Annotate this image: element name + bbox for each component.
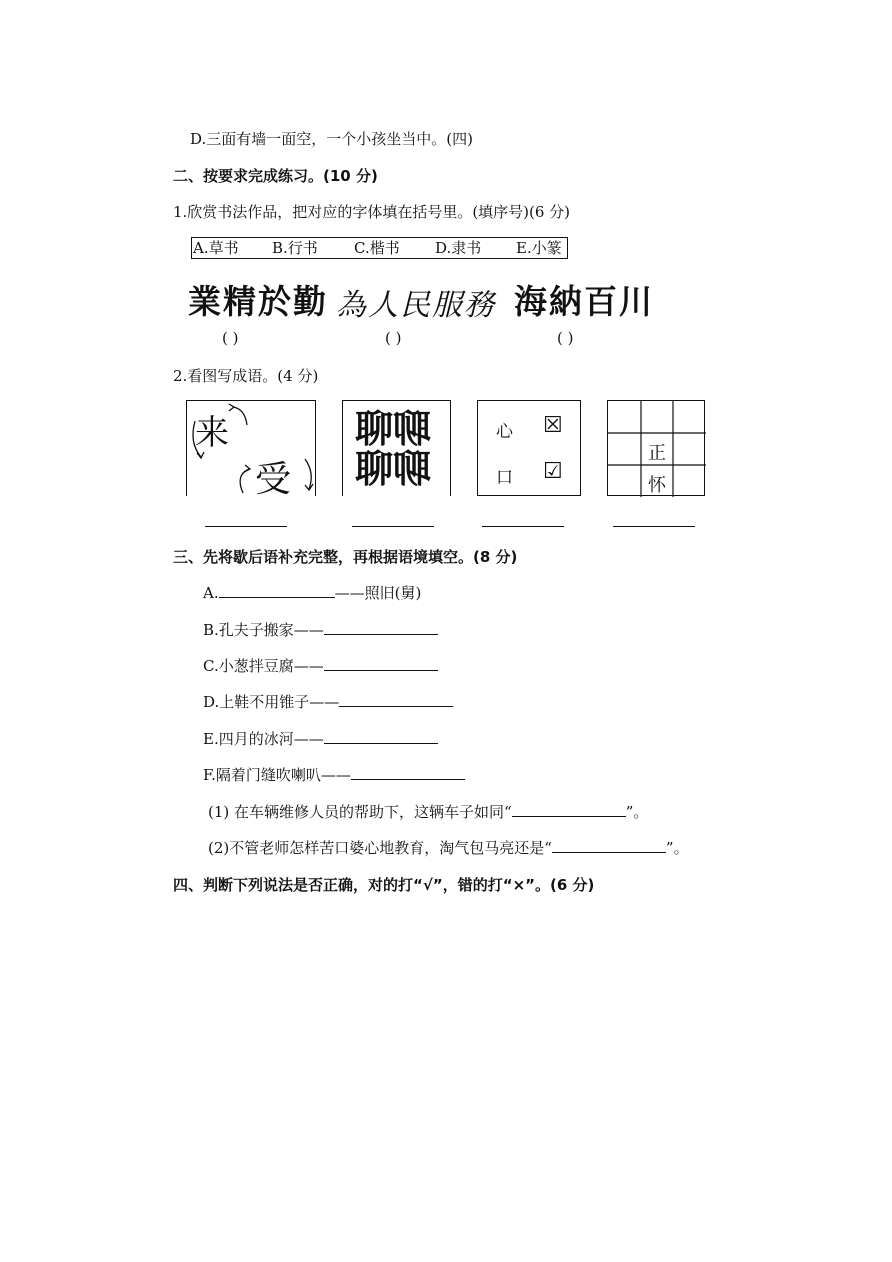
calligraphy-3: 海納百川 <box>514 282 654 321</box>
xiehouyu-c-blank[interactable] <box>324 656 438 671</box>
sentence-2-blank[interactable] <box>552 838 666 853</box>
xiehouyu-d-blank[interactable] <box>339 692 453 707</box>
idiom-answer-line-3[interactable] <box>482 525 564 527</box>
font-options-box <box>191 237 568 259</box>
xiehouyu-f-text: F.隔着门缝吹喇叭—— <box>203 766 351 784</box>
xiehouyu-c <box>203 656 438 676</box>
option-e: E.小篆 <box>516 239 562 257</box>
option-a: A.草书 <box>193 239 239 257</box>
idiom-picture-1 <box>186 400 316 500</box>
picture-char-lai: 来 <box>195 413 229 453</box>
xiehouyu-e-text: E.四月的冰河—— <box>203 730 324 748</box>
idiom-picture-3 <box>477 400 581 496</box>
picture-char-liao-4: 聊 <box>393 446 432 491</box>
xiehouyu-e <box>203 729 438 749</box>
xiehouyu-f-blank[interactable] <box>351 765 465 780</box>
sentence-1-blank[interactable] <box>512 802 626 817</box>
xiehouyu-d <box>203 692 453 712</box>
sentence-2-end: ”。 <box>665 839 689 857</box>
answer-paren-2[interactable]: ( ) <box>385 329 402 347</box>
riddle-d: D.三面有墙一面空，一个小孩坐当中。(四) <box>190 130 473 148</box>
xiehouyu-a <box>203 583 421 603</box>
arrows-icon <box>187 401 317 497</box>
xiehouyu-a-answer: ——照旧(舅) <box>334 584 422 602</box>
picture-char-liao-3: 聊 <box>355 446 394 491</box>
sentence-2-text: (2)不管老师怎样苦口婆心地教育，淘气包马亮还是“ <box>208 839 552 857</box>
xiehouyu-c-text: C.小葱拌豆腐—— <box>203 657 324 675</box>
xiehouyu-a-label: A. <box>203 584 219 602</box>
picture-char-kou: 口 <box>496 468 513 488</box>
idiom-picture-2 <box>342 400 451 496</box>
section-2-title: 二、按要求完成练习。(10 分) <box>173 167 378 185</box>
cross-box-icon: ☒ <box>543 413 563 438</box>
idiom-answer-line-1[interactable] <box>205 525 287 527</box>
xiehouyu-a-blank[interactable] <box>219 583 335 598</box>
idiom-answer-line-4[interactable] <box>613 525 695 527</box>
sentence-1-end: ”。 <box>625 803 649 821</box>
question-1: 1.欣赏书法作品，把对应的字体填在括号里。(填序号)(6 分) <box>173 203 571 221</box>
check-box-icon: ☑ <box>543 459 563 484</box>
answer-paren-1[interactable]: ( ) <box>222 329 239 347</box>
xiehouyu-b-blank[interactable] <box>324 620 438 635</box>
idiom-picture-4 <box>607 400 705 496</box>
sentence-2 <box>208 838 689 858</box>
xiehouyu-f <box>203 765 465 785</box>
picture-char-huai: 怀 <box>648 475 666 496</box>
section-4-title: 四、判断下列说法是否正确，对的打“√”，错的打“×”。(6 分) <box>173 876 595 894</box>
sentence-1-text: (1) 在车辆维修人员的帮助下，这辆车子如同“ <box>208 803 512 821</box>
option-d: D.隶书 <box>435 239 482 257</box>
picture-char-shou: 受 <box>255 459 292 500</box>
xiehouyu-e-blank[interactable] <box>324 729 438 744</box>
option-c: C.楷书 <box>354 239 400 257</box>
picture-char-liao-1: 聊 <box>355 406 394 451</box>
picture-char-xin: 心 <box>496 422 513 442</box>
section-3-title: 三、先将歇后语补充完整，再根据语境填空。(8 分) <box>173 548 518 566</box>
calligraphy-2: 為人民服務 <box>336 288 496 323</box>
sentence-1 <box>208 802 648 822</box>
calligraphy-1: 業精於勤 <box>188 282 328 321</box>
picture-char-liao-2: 聊 <box>393 406 432 451</box>
xiehouyu-d-text: D.上鞋不用锥子—— <box>203 693 340 711</box>
xiehouyu-b-text: B.孔夫子搬家—— <box>203 621 324 639</box>
xiehouyu-b <box>203 620 438 640</box>
picture-char-zheng: 正 <box>648 443 666 464</box>
answer-paren-3[interactable]: ( ) <box>557 329 574 347</box>
option-b: B.行书 <box>272 239 318 257</box>
idiom-answer-line-2[interactable] <box>352 525 434 527</box>
question-2: 2.看图写成语。(4 分) <box>173 367 319 385</box>
